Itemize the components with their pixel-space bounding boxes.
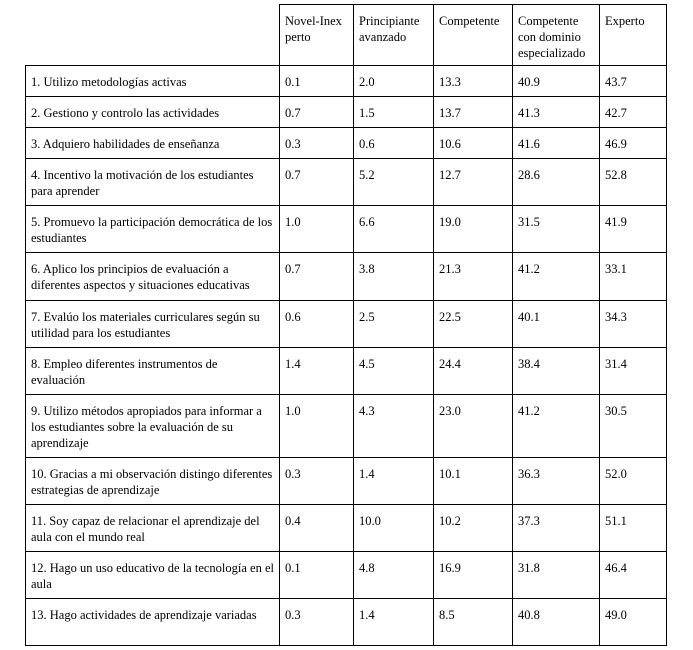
value-cell-experto: 41.9 bbox=[600, 206, 667, 253]
item-cell: 2. Gestiono y controlo las actividades bbox=[26, 97, 280, 128]
table-row bbox=[26, 97, 667, 128]
value-cell-novel: 0.3 bbox=[280, 128, 354, 159]
value-cell-novel: 0.3 bbox=[280, 458, 354, 505]
header-row bbox=[26, 5, 667, 66]
value-cell-novel: 0.7 bbox=[280, 97, 354, 128]
value-cell-principiante: 5.2 bbox=[354, 159, 434, 206]
value-cell-competente: 12.7 bbox=[434, 159, 513, 206]
value-cell-experto: 34.3 bbox=[600, 301, 667, 348]
value-cell-competente-dominio: 28.6 bbox=[513, 159, 600, 206]
header-cell-principiante: Principiante avanzado bbox=[354, 5, 434, 66]
value-cell-experto: 52.0 bbox=[600, 458, 667, 505]
value-cell-competente-dominio: 31.8 bbox=[513, 552, 600, 599]
item-cell: 4. Incentivo la motivación de los estudiantes para aprender bbox=[26, 159, 280, 206]
value-cell-principiante: 4.3 bbox=[354, 395, 434, 458]
value-cell-competente: 21.3 bbox=[434, 253, 513, 301]
value-cell-novel: 0.7 bbox=[280, 253, 354, 301]
value-cell-principiante: 0.6 bbox=[354, 128, 434, 159]
table-row bbox=[26, 552, 667, 599]
value-cell-novel: 1.4 bbox=[280, 348, 354, 395]
item-cell: 7. Evalúo los materiales curriculares según su utilidad para los estudiantes bbox=[26, 301, 280, 348]
item-cell: 6. Aplico los principios de evaluación a diferentes aspectos y situaciones educativas bbox=[26, 253, 280, 301]
value-cell-principiante: 4.8 bbox=[354, 552, 434, 599]
table-row bbox=[26, 253, 667, 301]
table-row bbox=[26, 395, 667, 458]
header-cell-competente-dominio: Competente con dominio especializado bbox=[513, 5, 600, 66]
item-cell: 5. Promuevo la participación democrática de los estudiantes bbox=[26, 206, 280, 253]
value-cell-experto: 42.7 bbox=[600, 97, 667, 128]
value-cell-competente: 8.5 bbox=[434, 599, 513, 646]
item-cell: 8. Empleo diferentes instrumentos de evaluación bbox=[26, 348, 280, 395]
value-cell-experto: 49.0 bbox=[600, 599, 667, 646]
value-cell-principiante: 10.0 bbox=[354, 505, 434, 552]
header-cell-experto: Experto bbox=[600, 5, 667, 66]
table-row bbox=[26, 599, 667, 646]
value-cell-novel: 1.0 bbox=[280, 206, 354, 253]
value-cell-competente-dominio: 40.9 bbox=[513, 66, 600, 97]
value-cell-novel: 0.6 bbox=[280, 301, 354, 348]
value-cell-novel: 1.0 bbox=[280, 395, 354, 458]
value-cell-novel: 0.1 bbox=[280, 66, 354, 97]
value-cell-principiante: 1.5 bbox=[354, 97, 434, 128]
table-row bbox=[26, 206, 667, 253]
value-cell-experto: 46.4 bbox=[600, 552, 667, 599]
header-cell-empty bbox=[26, 5, 280, 66]
item-cell: 1. Utilizo metodologías activas bbox=[26, 66, 280, 97]
value-cell-novel: 0.7 bbox=[280, 159, 354, 206]
value-cell-competente: 10.6 bbox=[434, 128, 513, 159]
item-cell: 9. Utilizo métodos apropiados para informar a los estudiantes sobre la evaluación de su aprendizaje bbox=[26, 395, 280, 458]
value-cell-principiante: 2.0 bbox=[354, 66, 434, 97]
value-cell-experto: 33.1 bbox=[600, 253, 667, 301]
value-cell-competente-dominio: 31.5 bbox=[513, 206, 600, 253]
value-cell-competente: 23.0 bbox=[434, 395, 513, 458]
table-row bbox=[26, 301, 667, 348]
item-cell: 3. Adquiero habilidades de enseñanza bbox=[26, 128, 280, 159]
value-cell-competente: 10.1 bbox=[434, 458, 513, 505]
value-cell-competente-dominio: 40.1 bbox=[513, 301, 600, 348]
value-cell-competente: 13.7 bbox=[434, 97, 513, 128]
table-row bbox=[26, 348, 667, 395]
value-cell-competente-dominio: 41.3 bbox=[513, 97, 600, 128]
item-cell: 11. Soy capaz de relacionar el aprendizaje del aula con el mundo real bbox=[26, 505, 280, 552]
value-cell-principiante: 1.4 bbox=[354, 458, 434, 505]
value-cell-principiante: 1.4 bbox=[354, 599, 434, 646]
value-cell-novel: 0.4 bbox=[280, 505, 354, 552]
table-row bbox=[26, 159, 667, 206]
value-cell-competente-dominio: 40.8 bbox=[513, 599, 600, 646]
value-cell-experto: 43.7 bbox=[600, 66, 667, 97]
value-cell-competente: 13.3 bbox=[434, 66, 513, 97]
item-cell: 13. Hago actividades de aprendizaje variadas bbox=[26, 599, 280, 646]
value-cell-competente: 22.5 bbox=[434, 301, 513, 348]
value-cell-principiante: 3.8 bbox=[354, 253, 434, 301]
table-row bbox=[26, 128, 667, 159]
value-cell-experto: 52.8 bbox=[600, 159, 667, 206]
item-cell: 10. Gracias a mi observación distingo diferentes estrategias de aprendizaje bbox=[26, 458, 280, 505]
value-cell-competente: 16.9 bbox=[434, 552, 513, 599]
value-cell-competente-dominio: 38.4 bbox=[513, 348, 600, 395]
value-cell-competente-dominio: 41.2 bbox=[513, 395, 600, 458]
value-cell-competente-dominio: 36.3 bbox=[513, 458, 600, 505]
value-cell-novel: 0.3 bbox=[280, 599, 354, 646]
value-cell-experto: 46.9 bbox=[600, 128, 667, 159]
value-cell-novel: 0.1 bbox=[280, 552, 354, 599]
header-cell-competente: Competente bbox=[434, 5, 513, 66]
table-row bbox=[26, 66, 667, 97]
value-cell-experto: 51.1 bbox=[600, 505, 667, 552]
value-cell-competente-dominio: 41.6 bbox=[513, 128, 600, 159]
table-row bbox=[26, 458, 667, 505]
competency-table bbox=[25, 4, 667, 646]
item-cell: 12. Hago un uso educativo de la tecnología en el aula bbox=[26, 552, 280, 599]
value-cell-principiante: 6.6 bbox=[354, 206, 434, 253]
value-cell-competente-dominio: 41.2 bbox=[513, 253, 600, 301]
value-cell-competente: 10.2 bbox=[434, 505, 513, 552]
value-cell-competente-dominio: 37.3 bbox=[513, 505, 600, 552]
value-cell-experto: 31.4 bbox=[600, 348, 667, 395]
value-cell-experto: 30.5 bbox=[600, 395, 667, 458]
table-row bbox=[26, 505, 667, 552]
value-cell-principiante: 4.5 bbox=[354, 348, 434, 395]
value-cell-competente: 24.4 bbox=[434, 348, 513, 395]
value-cell-competente: 19.0 bbox=[434, 206, 513, 253]
header-cell-novel: Novel-Inex perto bbox=[280, 5, 354, 66]
value-cell-principiante: 2.5 bbox=[354, 301, 434, 348]
